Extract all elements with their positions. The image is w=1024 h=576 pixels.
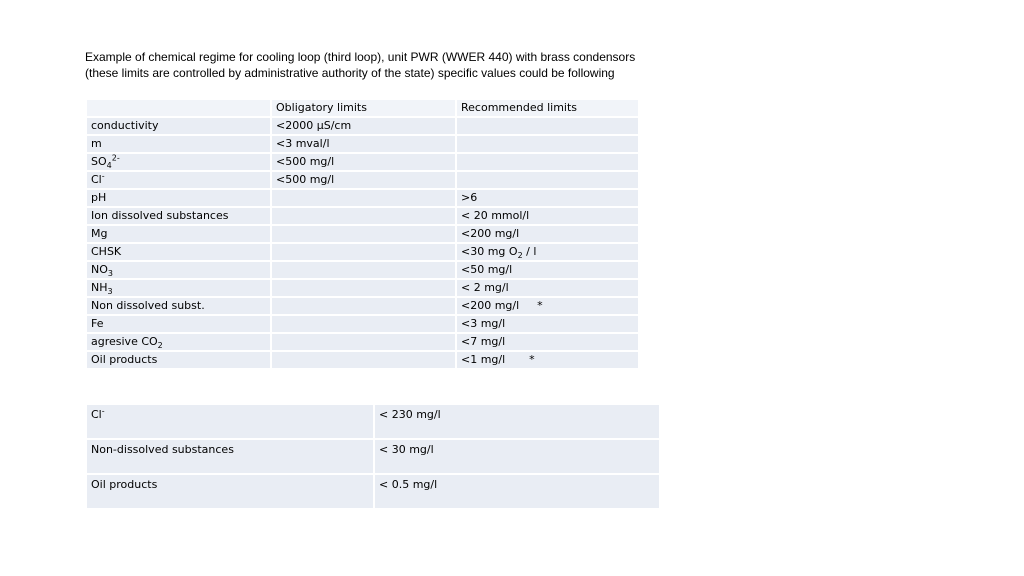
table-row [87, 208, 638, 224]
parameter-cell: conductivity [87, 118, 270, 134]
table-row [87, 334, 638, 350]
heading-line-1: Example of chemical regime for cooling loop (third loop), unit PWR (WWER 440) with brass condensors [85, 50, 636, 64]
table-row [87, 298, 638, 314]
parameter-cell: m [87, 136, 270, 152]
parameter-cell: Oil products [87, 475, 373, 508]
parameter-cell: agresive $CO_2$ [87, 334, 270, 350]
table-header-row [87, 100, 638, 116]
table-row [87, 280, 638, 296]
secondary-limits-table [85, 403, 661, 510]
table-row [87, 190, 638, 206]
value-cell: < 0.5 mg/l [375, 475, 659, 508]
recommended-cell: <200 mg/l * [457, 298, 638, 314]
recommended-cell: <7 mg/l [457, 334, 638, 350]
parameter-cell: Cl- [87, 172, 270, 188]
obligatory-cell: <500 mg/l [272, 154, 455, 170]
recommended-cell: < 20 mmol/l [457, 208, 638, 224]
table-row [87, 154, 638, 170]
parameter-cell: Oil products [87, 352, 270, 368]
table-row [87, 118, 638, 134]
recommended-cell [457, 172, 638, 188]
parameter-cell: Mg [87, 226, 270, 242]
parameter-cell: pH [87, 190, 270, 206]
recommended-cell [457, 154, 638, 170]
obligatory-cell: <500 mg/l [272, 172, 455, 188]
obligatory-cell [272, 280, 455, 296]
footnote-mark: * [529, 353, 535, 366]
obligatory-cell [272, 226, 455, 242]
recommended-cell: <200 mg/l [457, 226, 638, 242]
table-row [87, 262, 638, 278]
recommended-cell [457, 136, 638, 152]
parameter-cell: $NO_3$ [87, 262, 270, 278]
obligatory-cell [272, 316, 455, 332]
value-cell: < 30 mg/l [375, 440, 659, 473]
table-row [87, 172, 638, 188]
parameter-cell: $SO_4^{2-}$ [87, 154, 270, 170]
footnote-mark: * [537, 299, 543, 312]
obligatory-cell [272, 352, 455, 368]
chemical-limits-table [85, 98, 640, 370]
parameter-cell: Fe [87, 316, 270, 332]
table-row [87, 405, 659, 438]
page-heading [85, 49, 805, 81]
header-recommended-limits: Recommended limits [457, 100, 638, 116]
recommended-cell: <3 mg/l [457, 316, 638, 332]
recommended-cell: <30 mg $O_2$ / l [457, 244, 638, 260]
value-cell: < 230 mg/l [375, 405, 659, 438]
obligatory-cell [272, 244, 455, 260]
table-row [87, 136, 638, 152]
obligatory-cell [272, 208, 455, 224]
parameter-cell: Cl- [87, 405, 373, 438]
recommended-cell: < 2 mg/l [457, 280, 638, 296]
parameter-cell: $NH_3$ [87, 280, 270, 296]
table-row [87, 226, 638, 242]
parameter-cell: Ion dissolved substances [87, 208, 270, 224]
obligatory-cell [272, 262, 455, 278]
recommended-cell [457, 118, 638, 134]
table-row [87, 440, 659, 473]
obligatory-cell [272, 190, 455, 206]
parameter-cell: CHSK [87, 244, 270, 260]
recommended-cell: <50 mg/l [457, 262, 638, 278]
recommended-cell: <1 mg/l * [457, 352, 638, 368]
header-parameter [87, 100, 270, 116]
table-row [87, 316, 638, 332]
header-obligatory-limits: Obligatory limits [272, 100, 455, 116]
table-row [87, 244, 638, 260]
obligatory-cell: <2000 µS/cm [272, 118, 455, 134]
obligatory-cell: <3 mval/l [272, 136, 455, 152]
parameter-cell: Non-dissolved substances [87, 440, 373, 473]
parameter-cell: Non dissolved subst. [87, 298, 270, 314]
heading-line-2: (these limits are controlled by administrative authority of the state) specific values could be following [85, 66, 615, 80]
recommended-cell: >6 [457, 190, 638, 206]
table-row [87, 352, 638, 368]
table-row [87, 475, 659, 508]
obligatory-cell [272, 334, 455, 350]
obligatory-cell [272, 298, 455, 314]
